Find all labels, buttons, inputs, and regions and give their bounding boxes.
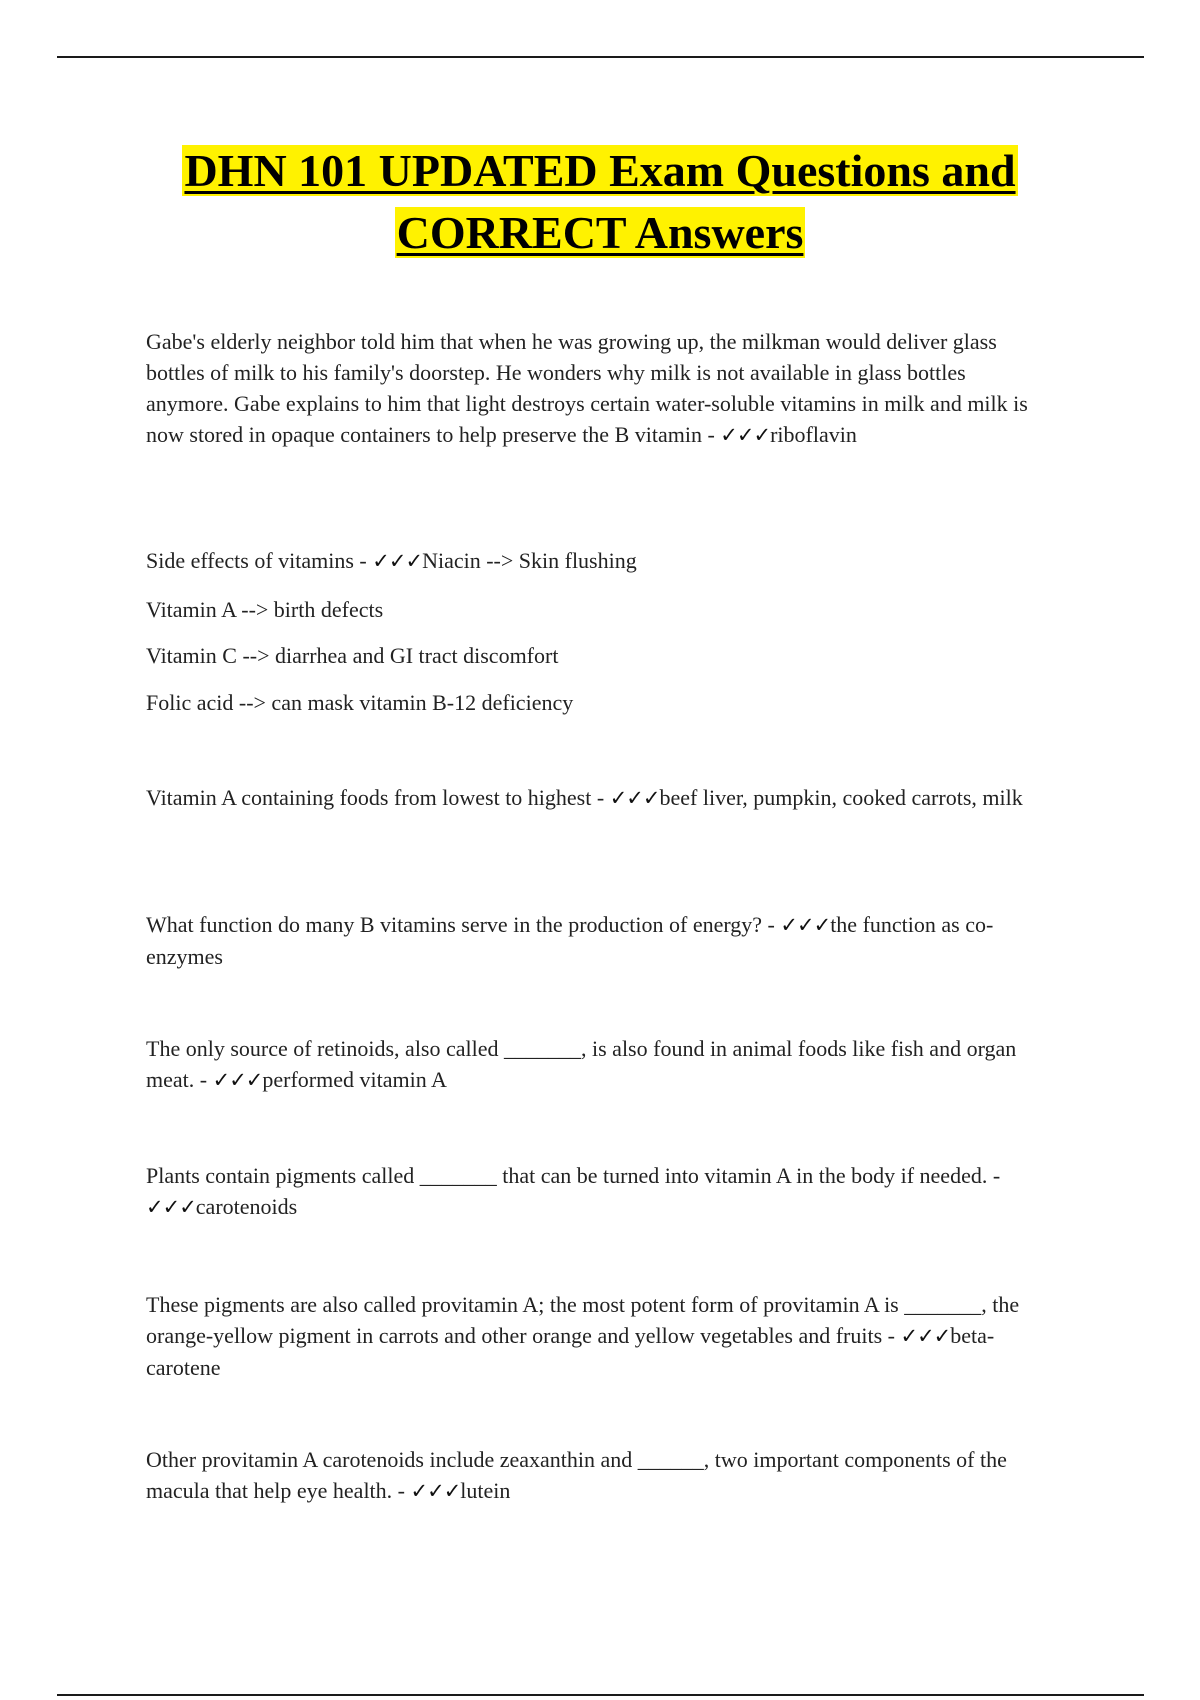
question-text: What function do many B vitamins serve in the production of energy? - bbox=[146, 912, 781, 937]
answer-extra-line: Vitamin A --> birth defects bbox=[146, 597, 384, 622]
answer-text: riboflavin bbox=[770, 422, 857, 447]
question-text: These pigments are also called provitamin A; the most potent form of provitamin A is _______, the orange-yellow pigment in carrots and other orange and yellow vegetables and fruits - bbox=[146, 1292, 1020, 1348]
question-text: Plants contain pigments called _______ that can be turned into vitamin A in the body if needed. - bbox=[146, 1163, 1001, 1188]
qa-item-5 bbox=[146, 1033, 1046, 1096]
checkmark-icon: ✓✓✓ bbox=[780, 913, 831, 937]
checkmark-icon: ✓✓✓ bbox=[410, 1479, 461, 1503]
qa-item-4 bbox=[146, 909, 1046, 972]
bottom-rule bbox=[57, 1694, 1144, 1696]
checkmark-icon: ✓✓✓ bbox=[609, 786, 660, 810]
answer-text: Niacin --> Skin flushing bbox=[422, 548, 637, 573]
question-text: The only source of retinoids, also called _______, is also found in animal foods like fish and organ meat. - bbox=[146, 1036, 1017, 1092]
answer-extra-line: Folic acid --> can mask vitamin B-12 deficiency bbox=[146, 690, 574, 715]
checkmark-icon: ✓✓✓ bbox=[146, 1195, 196, 1219]
document-title bbox=[60, 140, 1140, 264]
qa-item-6 bbox=[146, 1160, 1046, 1223]
qa-item-1 bbox=[146, 326, 1046, 451]
question-text: Other provitamin A carotenoids include zeaxanthin and ______, two important components of the macula that help eye health. - bbox=[146, 1447, 1007, 1503]
question-text: Side effects of vitamins - bbox=[146, 548, 373, 573]
checkmark-icon: ✓✓✓ bbox=[212, 1068, 263, 1092]
question-text: Vitamin A containing foods from lowest to highest - bbox=[146, 785, 610, 810]
checkmark-icon: ✓✓✓ bbox=[720, 423, 771, 447]
answer-text: carotenoids bbox=[195, 1194, 298, 1219]
top-rule bbox=[57, 56, 1144, 58]
question-text: Gabe's elderly neighbor told him that when he was growing up, the milkman would deliver glass bottles of milk to his family's doorstep. He wonders why milk is not available in glass bottles anymore. Gabe explains to him that light destroys certain water-soluble vitamins in milk and milk is now stored in opaque containers to help preserve the B vitamin - bbox=[146, 329, 1028, 447]
answer-extra-line: Vitamin C --> diarrhea and GI tract discomfort bbox=[146, 643, 559, 668]
qa-item-3 bbox=[146, 782, 1046, 814]
answer-text: lutein bbox=[460, 1478, 511, 1503]
answer-text: the function as co-enzymes bbox=[146, 912, 994, 969]
title-line-1: DHN 101 UPDATED Exam Questions and bbox=[184, 145, 1016, 196]
answer-text: performed vitamin A bbox=[262, 1067, 447, 1092]
answer-text: beef liver, pumpkin, cooked carrots, milk bbox=[659, 785, 1023, 810]
qa-item-2 bbox=[146, 545, 1046, 577]
checkmark-icon: ✓✓✓ bbox=[372, 549, 423, 573]
qa-item-8 bbox=[146, 1444, 1046, 1507]
qa-item-7 bbox=[146, 1289, 1046, 1383]
checkmark-icon: ✓✓✓ bbox=[900, 1324, 951, 1348]
title-line-2: CORRECT Answers bbox=[396, 207, 804, 258]
answer-text: beta-carotene bbox=[146, 1323, 995, 1380]
